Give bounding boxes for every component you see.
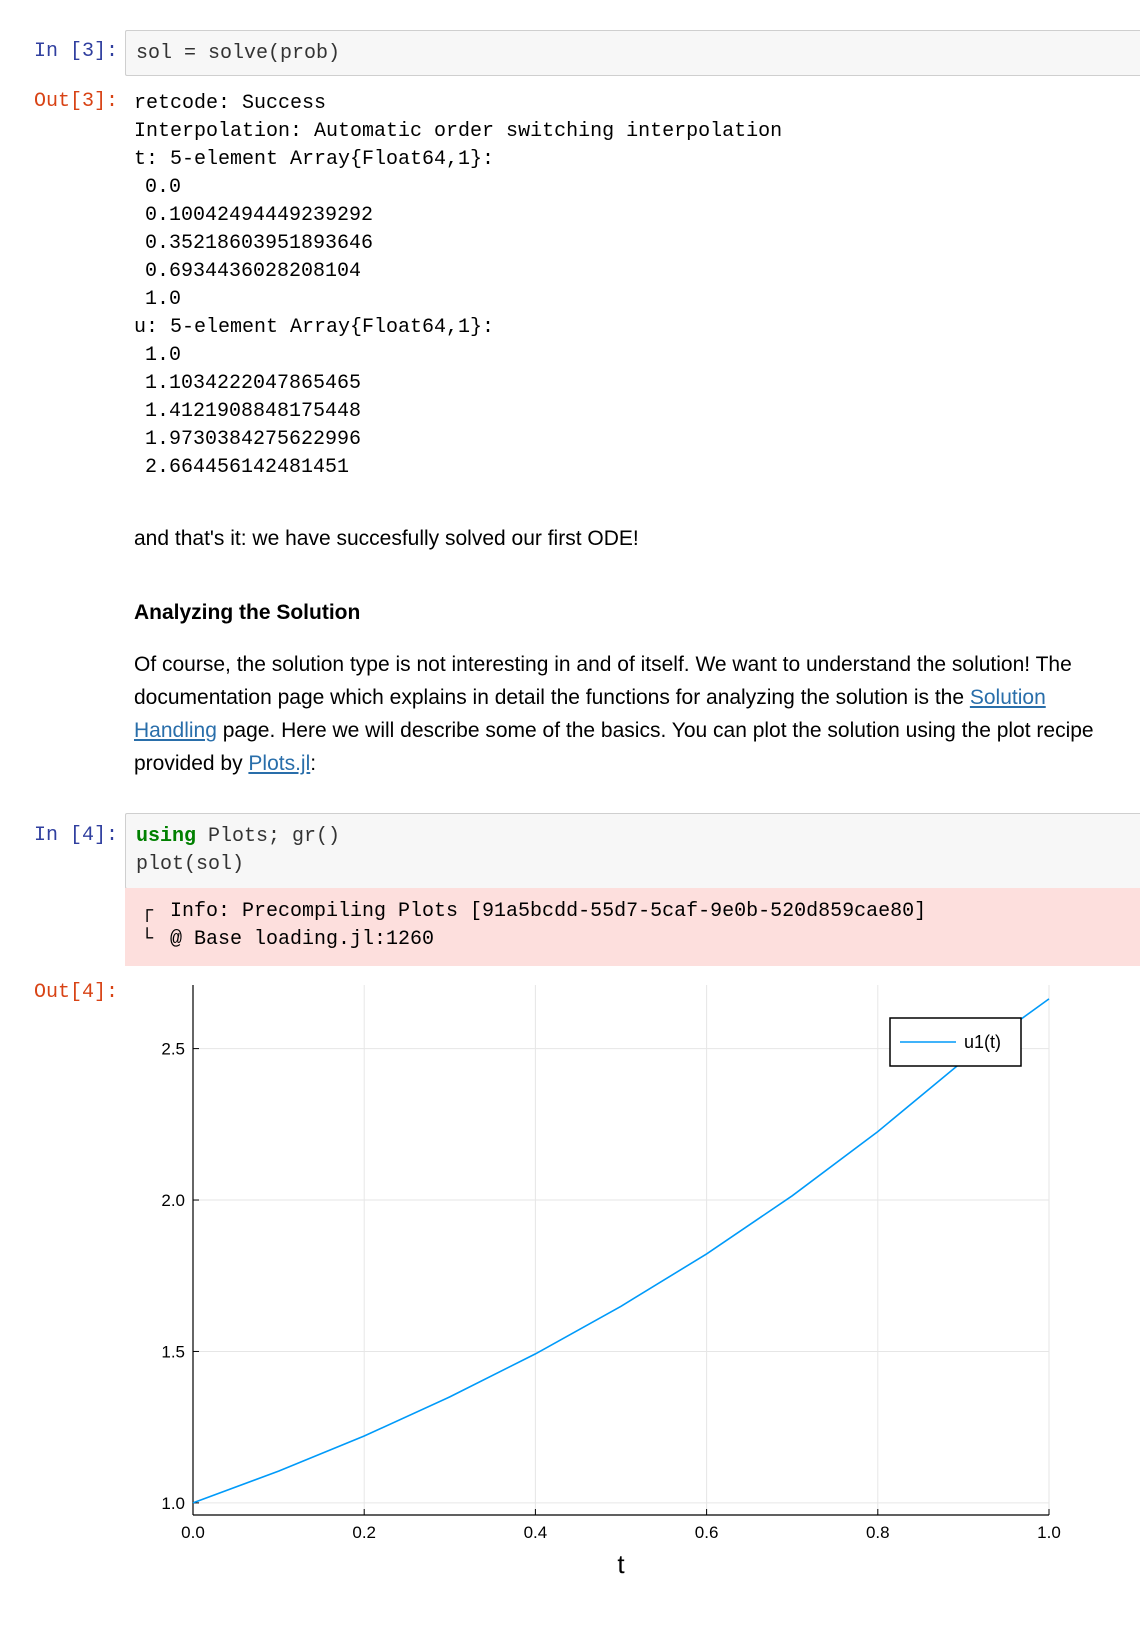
y-tick-label: 1.5: [161, 1342, 185, 1362]
output-line: 0.35218603951893646: [145, 232, 374, 255]
code-line-1-rest: Plots; gr(): [196, 825, 341, 848]
y-tick-label: 2.5: [161, 1039, 185, 1059]
output-line: 0.0: [145, 176, 182, 199]
output-line: Interpolation: Automatic order switching interpolation: [134, 120, 783, 143]
output-line: 1.1034222047865465: [145, 372, 362, 395]
code-keyword-using: using: [136, 825, 197, 848]
x-tick-label: 0.4: [523, 1523, 548, 1542]
x-tick-label: 0.2: [352, 1523, 377, 1542]
solution-handling-link[interactable]: Solution Handling: [134, 686, 1046, 742]
x-axis-title: t: [617, 1549, 625, 1579]
paragraph-text-3: :: [310, 752, 317, 775]
paragraph-text-1: Of course, the solution type is not interesting in and of itself. We want to understand the solution! The documentation page which explains in detail the functions for analyzing the solution is the: [134, 653, 1072, 709]
box-corner-top-glyph: ┌: [141, 900, 154, 923]
output-line: 0.10042494449239292: [145, 204, 374, 227]
stderr-line-1: Info: Precompiling Plots [91a5bcdd-55d7-5caf-9e0b-520d859cae80]: [170, 900, 927, 923]
output-line: 2.664456142481451: [145, 456, 350, 479]
output-line: retcode: Success: [134, 92, 327, 115]
y-tick-label: 2.0: [161, 1191, 185, 1211]
cell-3-code-editor[interactable]: [125, 30, 1140, 76]
stderr-line-2: @ Base loading.jl:1260: [170, 928, 435, 951]
section-heading: Analyzing the Solution: [134, 601, 361, 624]
plot-legend: [890, 1018, 1021, 1066]
output-line: 1.0: [145, 344, 182, 367]
markdown-heading-wrap: [134, 596, 1134, 629]
plot-series: [193, 999, 1049, 1503]
output-line: t: 5-element Array{Float64,1}:: [134, 148, 495, 171]
cell-3-code: sol = solve(prob): [136, 42, 341, 65]
code-line-2: plot(sol): [136, 853, 245, 876]
series-line: [193, 999, 1049, 1503]
cell-4-output-prompt: Out[4]:: [33, 981, 118, 1004]
cell-3-output-prompt: Out[3]:: [33, 90, 118, 113]
cell-3-input-prompt: In [3]:: [33, 40, 118, 63]
plots-jl-link[interactable]: Plots.jl: [248, 752, 311, 775]
x-tick-label: 0.8: [865, 1523, 890, 1542]
x-tick-label: 0.6: [694, 1523, 719, 1542]
cell-4-code-editor[interactable]: [125, 813, 1140, 889]
plot-axes: [193, 985, 1049, 1579]
plot-ticks: [161, 1040, 1060, 1542]
x-tick-label: 0.0: [181, 1523, 205, 1542]
x-tick-label: 1.0: [1037, 1523, 1061, 1542]
output-line: 0.6934436028208104: [145, 260, 362, 283]
markdown-sentence: and that's it: we have succesfully solved our first ODE!: [134, 527, 639, 550]
stderr-output: [125, 888, 1140, 966]
markdown-paragraph: [134, 648, 1134, 780]
box-corner-bottom-glyph: └: [141, 928, 154, 951]
output-line: 1.4121908848175448: [145, 400, 362, 423]
output-line: u: 5-element Array{Float64,1}:: [134, 316, 495, 339]
cell-4-input-prompt: In [4]:: [33, 824, 118, 847]
paragraph-text-2: page. Here we will describe some of the basics. You can plot the solution using the plot recipe provided by: [134, 719, 1094, 775]
output-line: 1.9730384275622996: [145, 428, 362, 451]
output-line: 1.0: [145, 288, 182, 311]
y-tick-label: 1.0: [161, 1493, 185, 1513]
solution-plot: [130, 985, 1130, 1635]
cell-3-output: [134, 90, 782, 482]
legend-label: u1(t): [964, 1032, 1002, 1052]
